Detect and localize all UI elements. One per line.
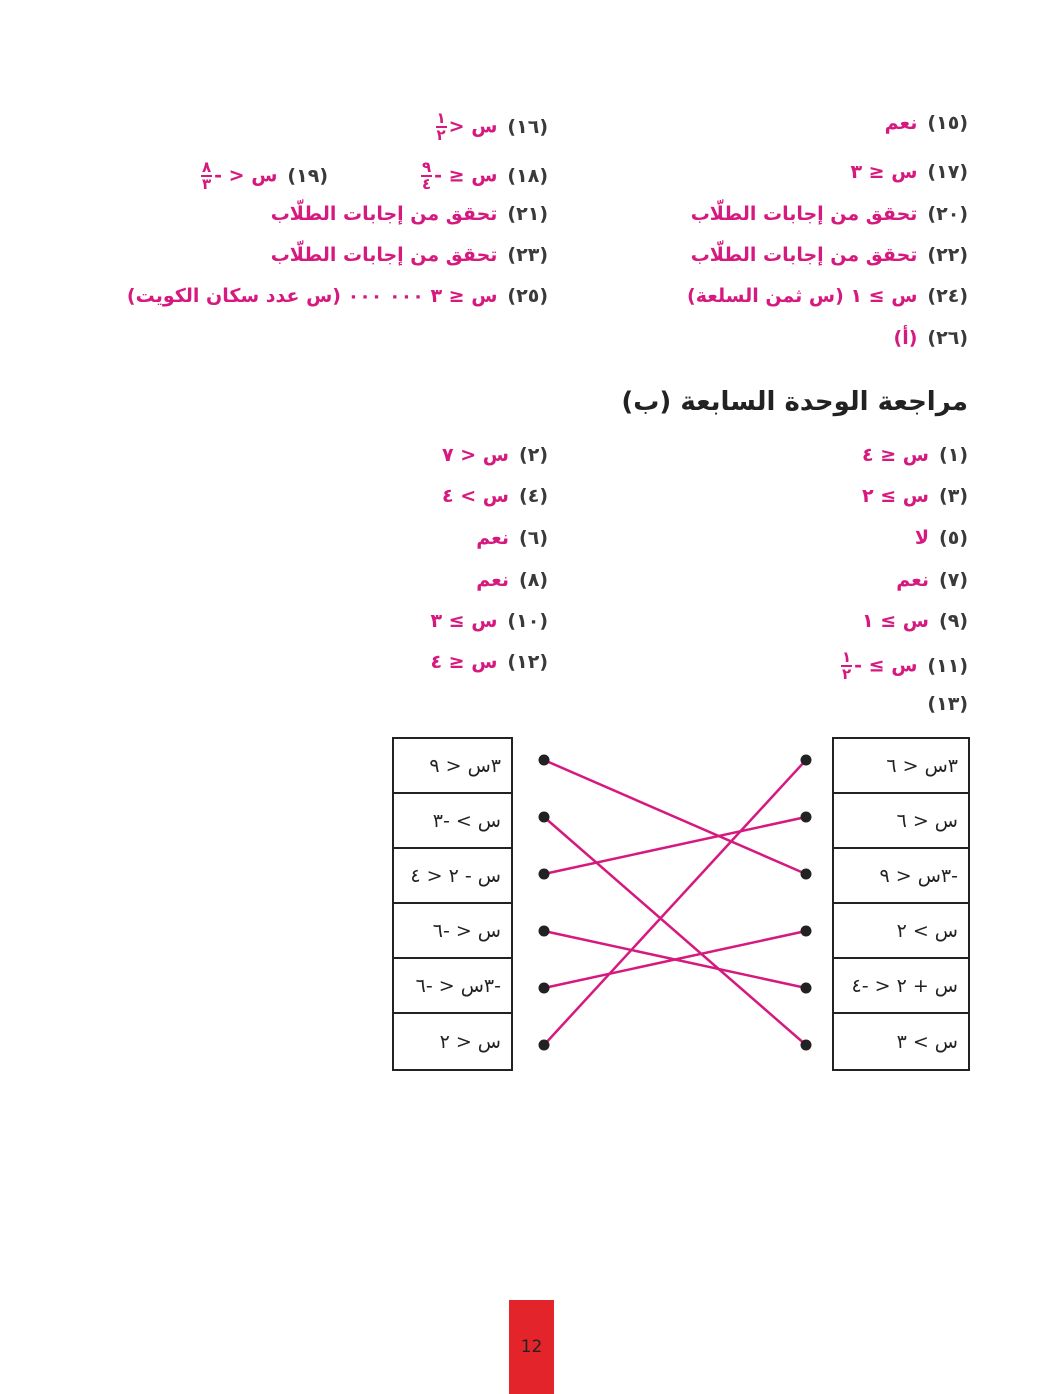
left-dot [539, 869, 550, 880]
right-dot [801, 869, 812, 880]
right-cell: س < ٦ [834, 794, 968, 849]
answer-b2: (٢)س < ٧ [442, 444, 548, 466]
left-cell: س < ٢ [439, 1030, 501, 1053]
matching-line [544, 817, 806, 1045]
fraction: $\frac{١}{٢}$ [436, 109, 446, 144]
answer-b5: (٥)لا [914, 527, 968, 549]
matching-line [544, 760, 806, 1045]
left-dot [539, 755, 550, 766]
answer-b11: (١١)س ≥ - $\frac{١}{٢}$ [842, 648, 968, 683]
right-cell: س > ٢ [834, 904, 968, 959]
answer-26: (٢٦)(أ) [893, 327, 968, 349]
right-dot [801, 755, 812, 766]
answer-22: (٢٢)تحقق من إجابات الطلّاب [690, 244, 968, 266]
right-cell: ٣س < ٦ [834, 739, 968, 794]
answer-18: (١٨)س ≤ - $\frac{٩}{٤}$ [422, 158, 548, 193]
answer-b1: (١)س ≤ ٤ [862, 444, 968, 466]
right-cell: س + ٢ < -٤ [834, 959, 968, 1014]
fraction: $\frac{٩}{٤}$ [422, 158, 432, 193]
left-dot [539, 812, 550, 823]
fraction: $\frac{٨}{٣}$ [202, 158, 212, 193]
answer-b8: (٨)نعم [476, 569, 548, 591]
right-dot [801, 926, 812, 937]
left-cell: س > -٣ [394, 794, 511, 849]
right-dot [801, 1040, 812, 1051]
answer-b12: (١٢)س ≤ ٤ [430, 651, 548, 673]
answer-b6: (٦)نعم [476, 527, 548, 549]
matching-line [544, 817, 806, 874]
answer-19: (١٩)س < - $\frac{٨}{٣}$ [202, 158, 328, 193]
answer-15: (١٥)نعم [884, 112, 968, 134]
right-dot [801, 812, 812, 823]
section-heading: مراجعة الوحدة السابعة (ب) [621, 387, 968, 417]
right-cell: -٣س < ٩ [834, 849, 968, 904]
left-cell: س < -٦ [394, 904, 511, 959]
answer-21: (٢١)تحقق من إجابات الطلّاب [270, 203, 548, 225]
right-cell: س > ٣ [896, 1030, 958, 1053]
answer-20: (٢٠)تحقق من إجابات الطلّاب [690, 203, 968, 225]
answer-b3: (٣)س ≥ ٢ [862, 485, 968, 507]
page-number: 12 [509, 1300, 554, 1394]
answer-b10: (١٠)س ≥ ٣ [430, 610, 548, 632]
answer-16: (١٦)س < $\frac{١}{٢}$ [436, 109, 548, 144]
left-cell: -٣س < -٦ [394, 959, 511, 1014]
answer-b13: (١٣) [927, 693, 968, 715]
left-cell: ٣س < ٩ [394, 739, 511, 794]
matching-line [544, 760, 806, 874]
fraction: $\frac{١}{٢}$ [842, 648, 852, 683]
left-dot [539, 983, 550, 994]
left-dot [539, 926, 550, 937]
answer-b4: (٤)س > ٤ [442, 485, 548, 507]
left-cell: س - ٢ < ٤ [394, 849, 511, 904]
answer-23: (٢٣)تحقق من إجابات الطلّاب [270, 244, 548, 266]
answer-b9: (٩)س ≥ ١ [862, 610, 968, 632]
answer-17: (١٧)س ≤ ٣ [850, 161, 968, 183]
answer-25: (٢٥)س ≤ ٣ ٠٠٠ ٠٠٠ (س عدد سكان الكويت) [126, 285, 548, 307]
left-dot [539, 1040, 550, 1051]
answer-24: (٢٤)س ≥ ١ (س ثمن السلعة) [687, 285, 968, 307]
right-dot [801, 983, 812, 994]
answer-b7: (٧)نعم [896, 569, 968, 591]
